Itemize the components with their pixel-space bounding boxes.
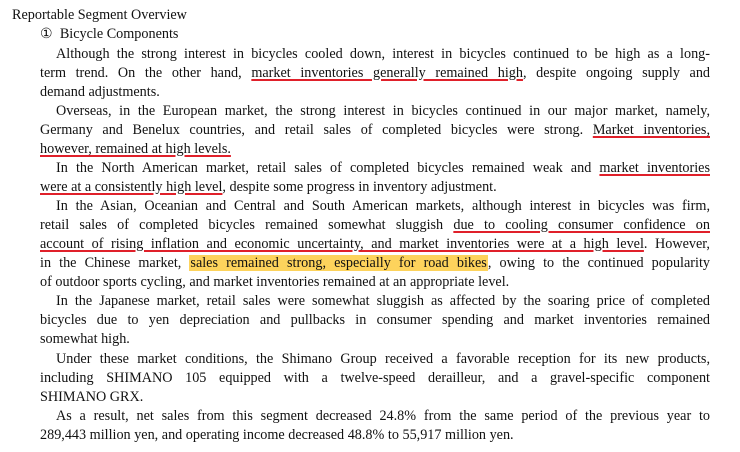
p6-line-2: including SHIMANO 105 equipped with a twelve-speed derailleur, and a gravel-specific component — [40, 370, 710, 386]
p7-line-1: As a result, net sales from this segment decreased 24.8% from the same period of the previous year to — [56, 408, 710, 424]
p1-line-3: demand adjustments. — [40, 84, 160, 100]
underlined-phrase: due to cooling consumer confidence on — [453, 217, 710, 233]
p2-line-2: Germany and Benelux countries, and retail sales of completed bicycles were strong. Market inventories, — [40, 122, 710, 138]
p4-line-5: of outdoor sports cycling, and market inventories remained at an appropriate level. — [40, 274, 510, 290]
p2-line-1: Overseas, in the European market, the strong interest in bicycles continued in our major market, namely, — [56, 103, 710, 119]
highlighted-phrase: sales remained strong, especially for road bikes — [190, 255, 487, 271]
p4-line-2: retail sales of completed bicycles remained somewhat sluggish due to cooling consumer confidence on — [40, 217, 710, 233]
underlined-phrase: however, remained at high levels. — [40, 141, 231, 157]
underlined-phrase: Market inventories, — [592, 122, 710, 138]
p5-line-3: somewhat high. — [40, 331, 130, 347]
p6-line-1: Under these market conditions, the Shimano Group received a favorable reception for its new products, — [56, 351, 710, 367]
section-heading: Reportable Segment Overview — [12, 7, 187, 23]
subheading-text: Bicycle Components — [59, 26, 179, 42]
p4-line-3: account of rising inflation and economic uncertainty, and market inventories were at a high level. However, — [40, 236, 710, 252]
p4-line-1: In the Asian, Oceanian and Central and South American markets, although interest in bicycles was firm, — [56, 198, 710, 214]
p1-line-2: term trend. On the other hand, market inventories generally remained high, despite ongoing supply and — [40, 65, 711, 81]
p1-line-1: Although the strong interest in bicycles cooled down, interest in bicycles continued to be high as a long- — [56, 46, 710, 62]
p4-line-4: in the Chinese market, sales remained strong, especially for road bikes, owing to the continued popularity — [40, 255, 710, 271]
p6-line-3: SHIMANO GRX. — [40, 389, 144, 405]
p5-line-2: bicycles due to yen depreciation and pullbacks in consumer spending and market inventories remained — [40, 312, 710, 328]
underlined-phrase: account of rising inflation and economic uncertainty, and market inventories were at a high level — [40, 236, 644, 252]
underlined-phrase: market inventories generally remained high — [251, 65, 523, 81]
p5-line-1: In the Japanese market, retail sales were somewhat sluggish as affected by the soaring price of completed — [56, 293, 710, 309]
p3-line-1: In the North American market, retail sales of completed bicycles remained weak and market inventories — [56, 160, 710, 176]
p7-line-2: 289,443 million yen, and operating income decreased 48.8% to 55,917 million yen. — [40, 427, 514, 443]
p2-line-3 — [40, 140, 231, 159]
p3-line-2: were at a consistently high level, despite some progress in inventory adjustment. — [40, 179, 497, 195]
subheading-marker: ① — [40, 26, 53, 42]
subheading — [40, 25, 178, 44]
underlined-phrase: were at a consistently high level — [40, 179, 223, 195]
underlined-phrase: market inventories — [599, 160, 710, 176]
